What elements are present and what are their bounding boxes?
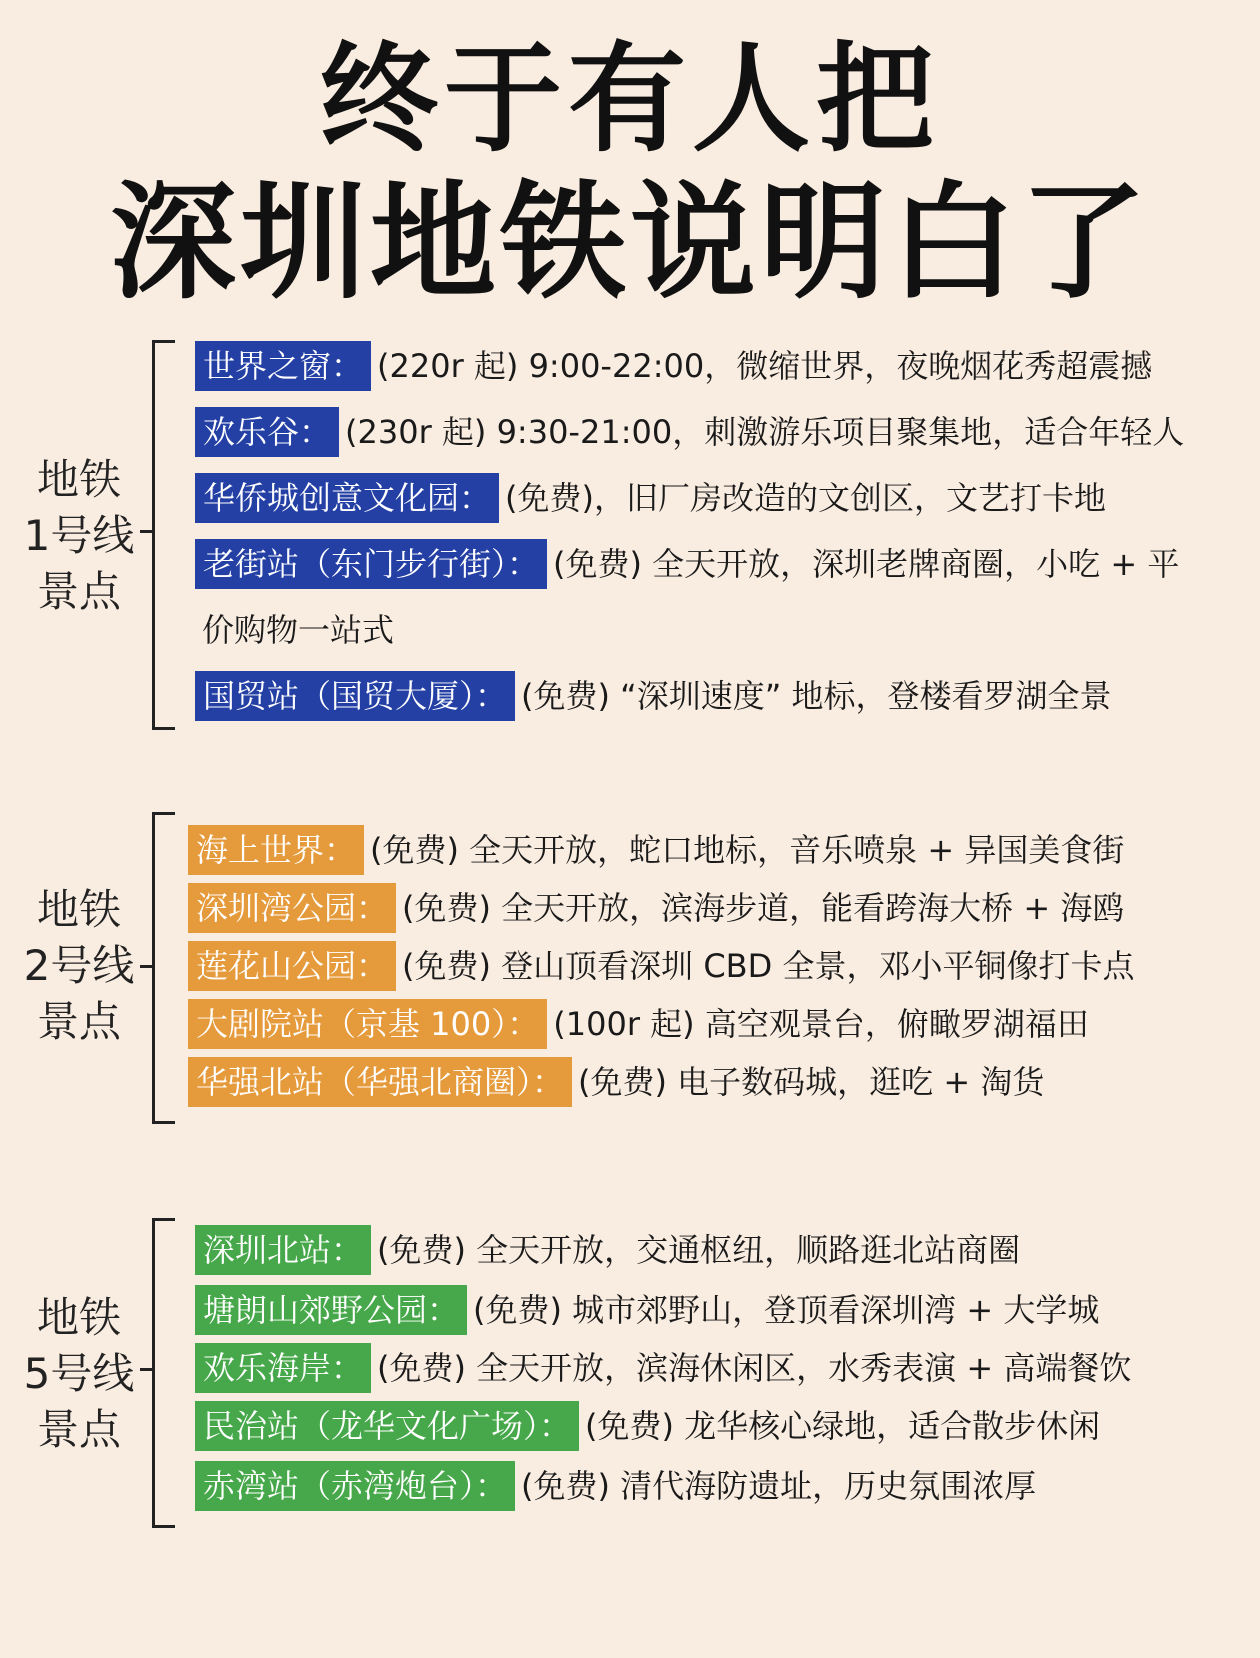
station-desc: (免费) 清代海防遗址，历史氛围浓厚 — [521, 1467, 1037, 1505]
station-tag: 世界之窗： — [195, 341, 371, 391]
label-metro: 地铁 — [36, 885, 121, 934]
station-tag: 深圳湾公园： — [188, 883, 396, 933]
section-bracket — [152, 812, 175, 1124]
page-title-line2: 深圳地铁说明白了 — [110, 169, 1150, 316]
station-tag: 老街站（东门步行街）： — [195, 539, 547, 589]
label-spots: 景点 — [36, 997, 121, 1046]
list-item — [195, 340, 1240, 392]
station-desc: (免费)，旧厂房改造的文创区，文艺打卡地 — [505, 479, 1106, 517]
list-item — [195, 1342, 1240, 1394]
station-tag: 国贸站（国贸大厦）： — [195, 671, 515, 721]
station-desc: (免费) 全天开放，蛇口地标，音乐喷泉 + 异国美食街 — [370, 831, 1125, 869]
list-item — [195, 1400, 1240, 1452]
list-item — [195, 1284, 1240, 1336]
list-item — [195, 538, 1240, 590]
station-tag: 赤湾站（赤湾炮台）： — [195, 1461, 515, 1511]
station-desc: (免费) “深圳速度” 地标，登楼看罗湖全景 — [521, 677, 1112, 715]
station-desc: (免费) 全天开放，滨海休闲区，水秀表演 + 高端餐饮 — [377, 1349, 1132, 1387]
label-line: 2号线 — [23, 941, 135, 990]
list-item — [188, 940, 1240, 992]
section-label — [14, 452, 144, 620]
section-bracket — [152, 340, 175, 730]
list-item — [195, 406, 1240, 458]
list-item — [188, 1056, 1240, 1108]
station-tag: 塘朗山郊野公园： — [195, 1285, 467, 1335]
list-item — [195, 670, 1240, 722]
station-desc: (免费) 电子数码城，逛吃 + 淘货 — [578, 1063, 1045, 1101]
list-item — [188, 882, 1240, 934]
station-tag: 深圳北站： — [195, 1225, 371, 1275]
station-tag: 海上世界： — [188, 825, 364, 875]
list-item — [188, 824, 1240, 876]
station-tag: 莲花山公园： — [188, 941, 396, 991]
label-line: 5号线 — [23, 1349, 135, 1398]
station-desc: (免费) 全天开放，深圳老牌商圈，小吃 + 平 — [553, 545, 1180, 583]
list-item — [195, 1460, 1240, 1512]
station-desc: (免费) 全天开放，交通枢纽，顺路逛北站商圈 — [377, 1231, 1021, 1269]
label-line: 1号线 — [23, 511, 135, 560]
station-desc: (220r 起) 9:00-22:00，微缩世界，夜晚烟花秀超震撼 — [377, 347, 1153, 385]
list-item — [188, 998, 1240, 1050]
station-desc: (免费) 登山顶看深圳 CBD 全景，邓小平铜像打卡点 — [402, 947, 1135, 985]
station-desc: (免费) 全天开放，滨海步道，能看跨海大桥 + 海鸥 — [402, 889, 1125, 927]
page-title-line1: 终于有人把 — [319, 30, 940, 168]
label-metro: 地铁 — [36, 455, 121, 504]
station-tag: 华强北站（华强北商圈）： — [188, 1057, 572, 1107]
section-label — [14, 882, 144, 1050]
list-item — [195, 472, 1240, 524]
label-metro: 地铁 — [36, 1293, 121, 1342]
station-desc: (230r 起) 9:30-21:00，刺激游乐项目聚集地，适合年轻人 — [345, 413, 1185, 451]
label-spots: 景点 — [36, 1405, 121, 1454]
list-item — [195, 1224, 1240, 1276]
station-desc: (免费) 龙华核心绿地，适合散步休闲 — [585, 1407, 1101, 1445]
station-desc: (100r 起) 高空观景台，俯瞰罗湖福田 — [553, 1005, 1089, 1043]
station-desc: (免费) 城市郊野山，登顶看深圳湾 + 大学城 — [473, 1291, 1100, 1329]
station-tag: 欢乐谷： — [195, 407, 339, 457]
station-tag: 华侨城创意文化园： — [195, 473, 499, 523]
station-tag: 大剧院站（京基 100）： — [188, 999, 547, 1049]
station-tag: 民治站（龙华文化广场）： — [195, 1401, 579, 1451]
section-bracket — [152, 1218, 175, 1528]
station-tag: 欢乐海岸： — [195, 1343, 371, 1393]
station-desc-continued: 价购物一站式 — [202, 611, 395, 649]
section-label — [14, 1290, 144, 1458]
label-spots: 景点 — [36, 567, 121, 616]
